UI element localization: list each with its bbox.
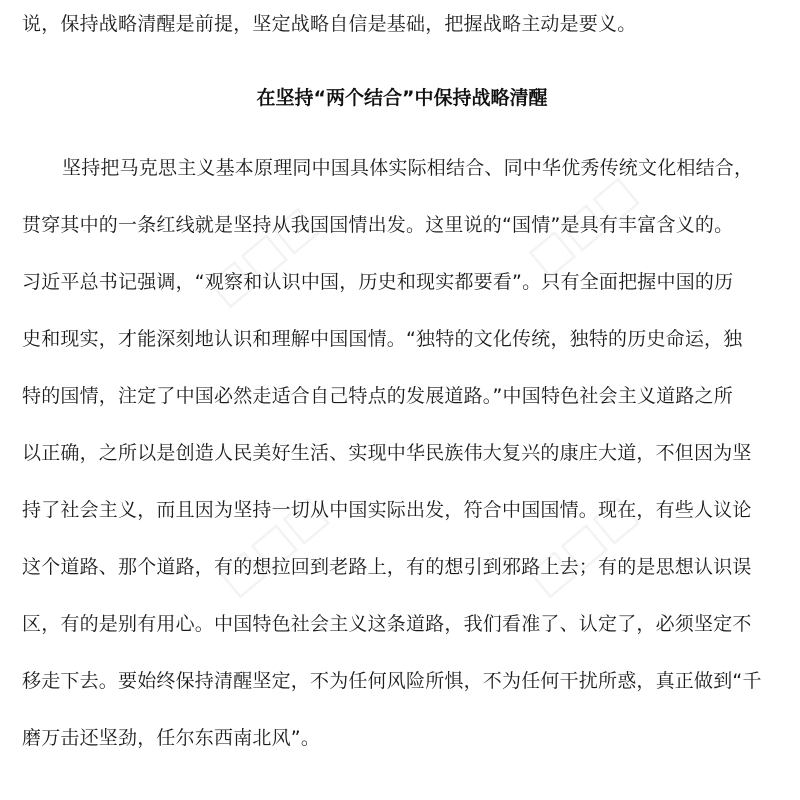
paragraph-line: 区，有的是别有用心。中国特色社会主义这条道路，我们看准了、认定了，必须坚定不	[22, 613, 752, 635]
paragraph-line: 史和现实，才能深刻地认识和理解中国国情。“独特的文化传统，独特的历史命运，独	[22, 328, 743, 350]
paragraph-line: 坚持把马克思主义基本原理同中国具体实际相结合、同中华优秀传统文化相结合，	[62, 157, 754, 179]
watermark-logo: □□□	[518, 485, 647, 606]
paragraph-line: 以正确，之所以是创造人民美好生活、实现中华民族伟大复兴的康庄大道，不但因为坚	[22, 442, 752, 464]
paragraph-line: 贯穿其中的一条红线就是坚持从我国国情出发。这里说的“国情”是具有丰富含义的。	[22, 214, 734, 236]
paragraph-line: 磨万击还坚劲，任尔东西南北风”。	[22, 727, 321, 749]
watermark-logo: □□□	[208, 485, 337, 606]
paragraph-line: 持了社会主义，而且因为坚持一切从中国实际出发，符合中国国情。现在，有些人议论	[22, 499, 752, 521]
paragraph-line: 习近平总书记强调，“观察和认识中国，历史和现实都要看”。只有全面把握中国的历	[22, 271, 734, 293]
paragraph-line: 特的国情，注定了中国必然走适合自己特点的发展道路。”中国特色社会主义道路之所	[22, 385, 733, 407]
watermark-logo: □□□	[198, 195, 327, 316]
paragraph-line: 移走下去。要始终保持清醒坚定，不为任何风险所惧，不为任何干扰所惑，真正做到“千	[22, 670, 762, 692]
watermark-logo: □□□	[518, 165, 647, 286]
section-heading: 在坚持“两个结合”中保持战略清醒	[256, 87, 548, 109]
intro-line: 说，保持战略清醒是前提，坚定战略自信是基础，把握战略主动是要义。	[22, 13, 637, 35]
paragraph-line: 这个道路、那个道路，有的想拉回到老路上，有的想引到邪路上去；有的是思想认识误	[22, 556, 752, 578]
